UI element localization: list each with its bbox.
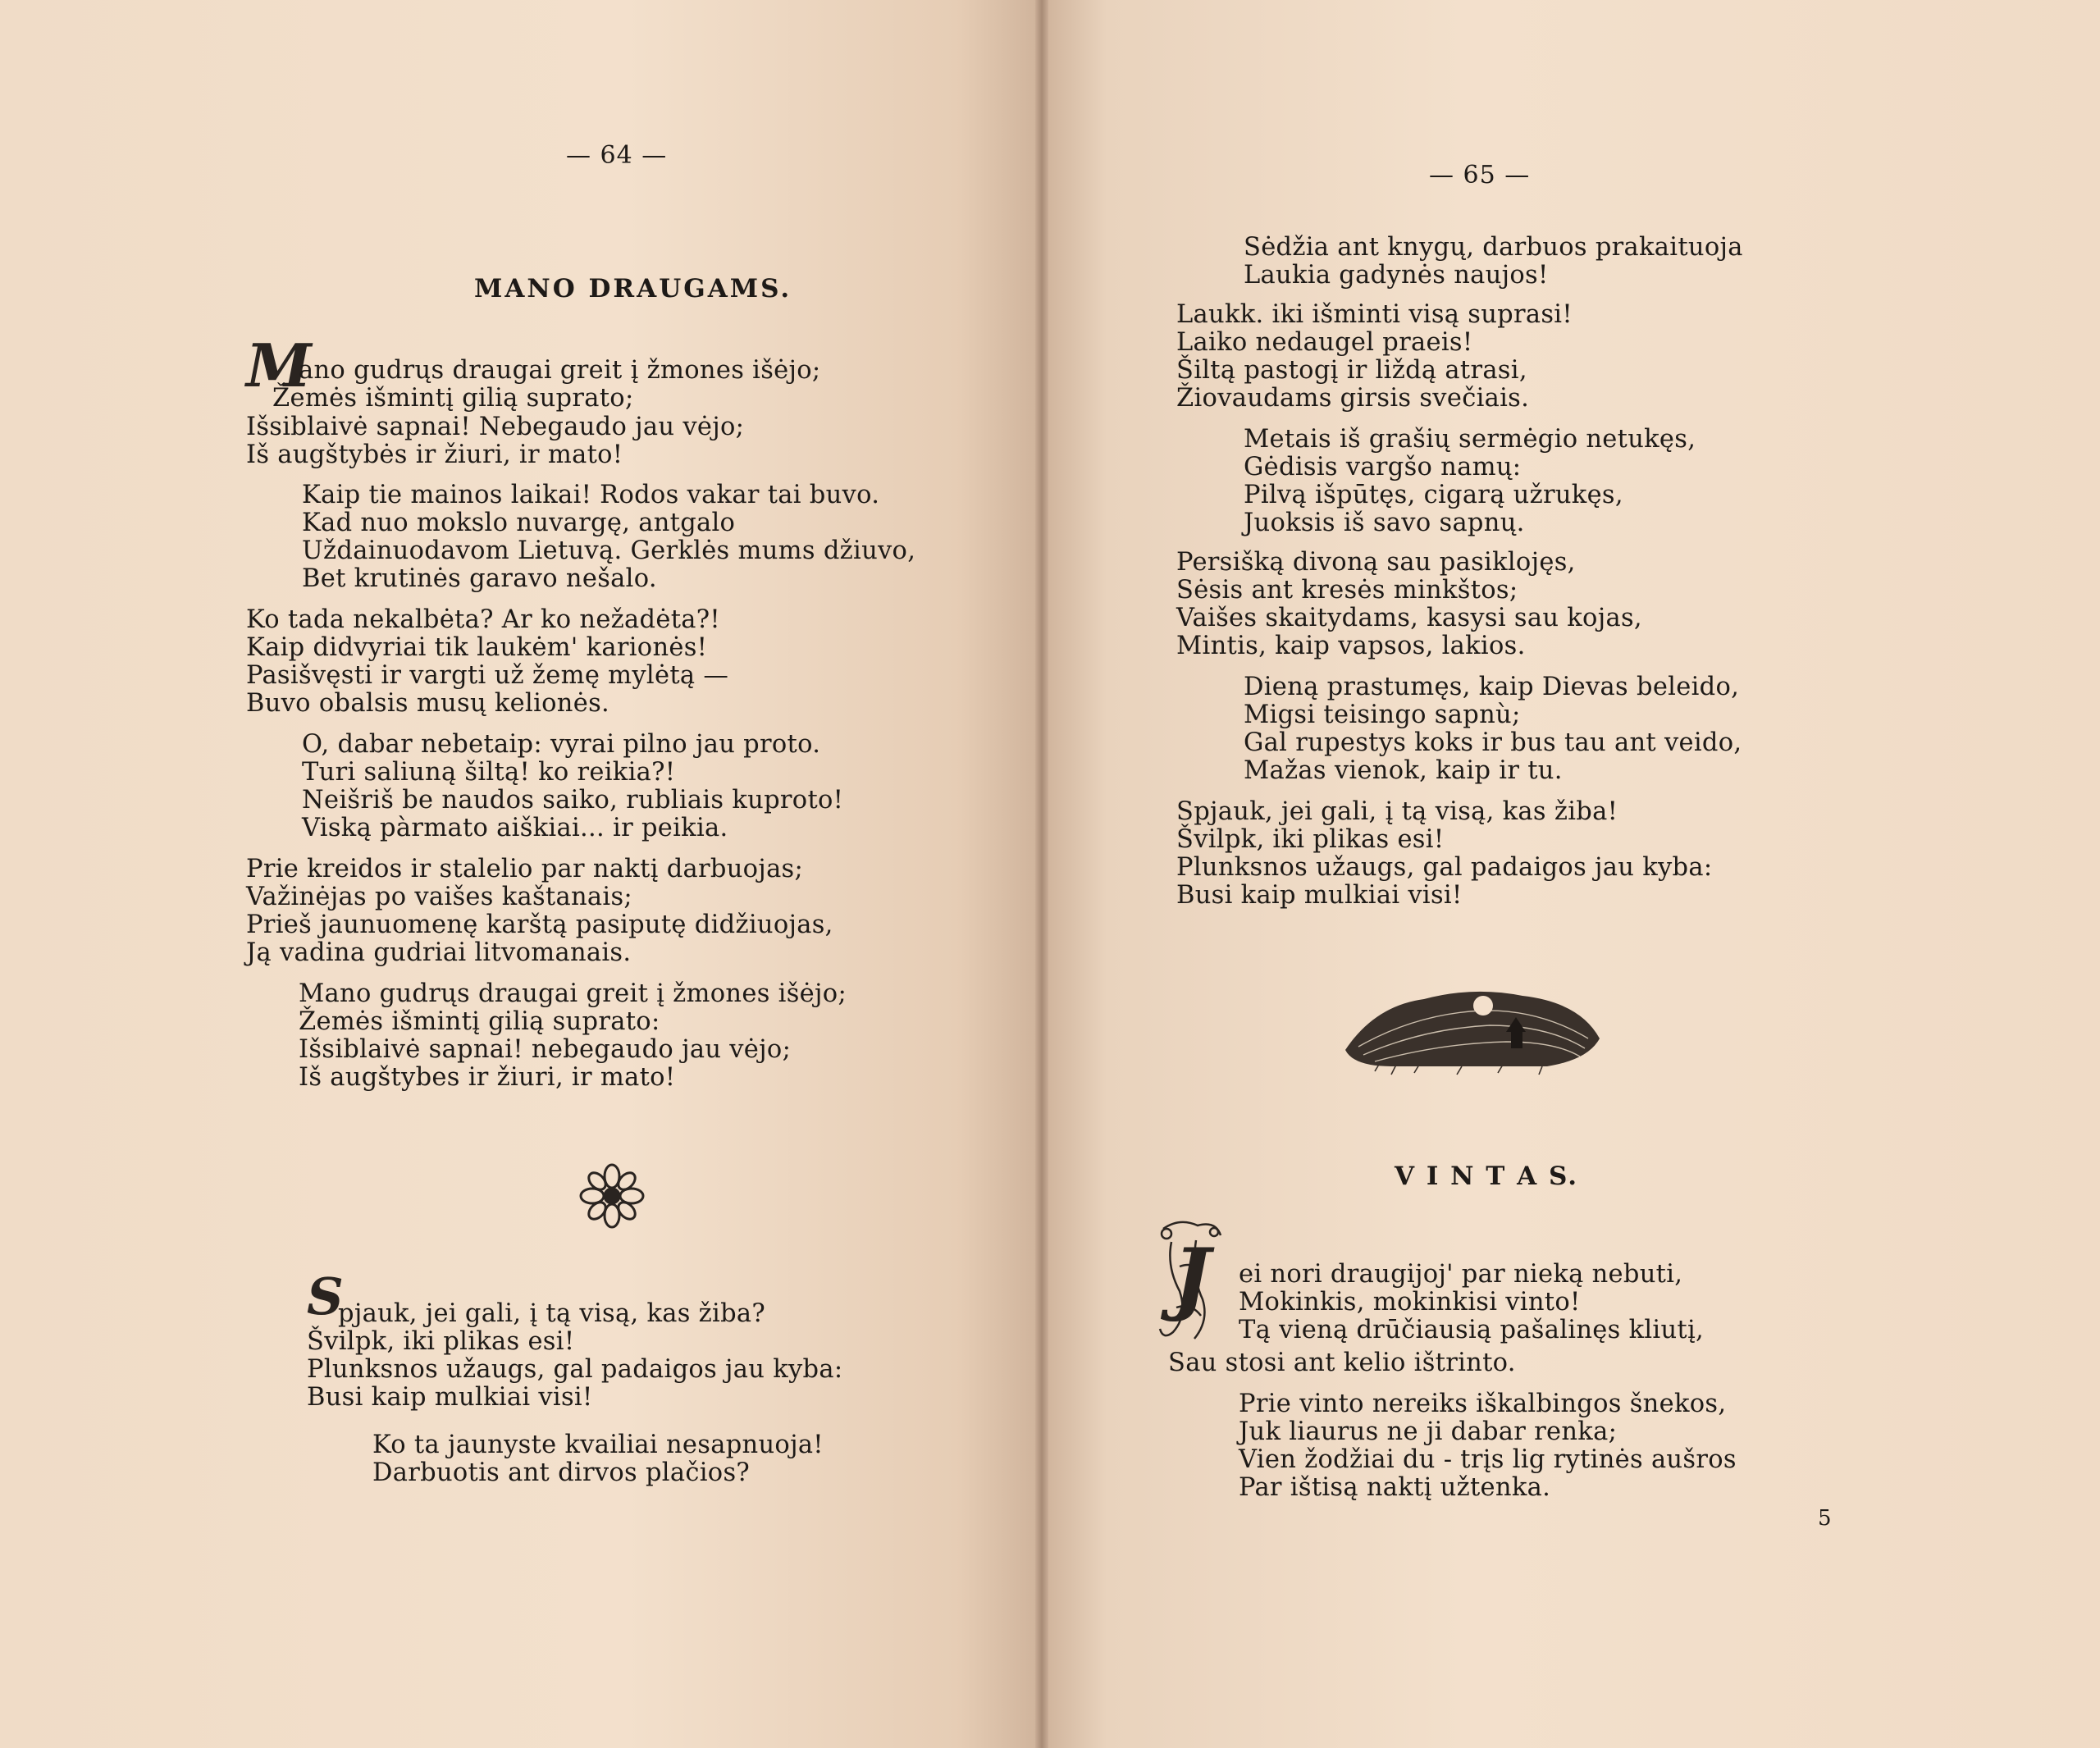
poem-line: Sėsis ant kresės minkštos; [1176,576,1518,605]
poem-line: Žemės išmintį gilią suprato; [272,384,634,413]
poem-line: Juoksis iš savo sapnų. [1244,509,1525,537]
poem-line: Mokinkis, mokinkisi vinto! [1239,1288,1581,1317]
poem-line: Vien žodžiai du - trįs lig rytinės aušros [1239,1445,1737,1474]
poem-line: Švilpk, iki plikas esi! [1176,825,1445,854]
poem-line: Žiovaudams girsis svečiais. [1176,384,1530,413]
poem-line: Išsiblaivė sapnai! Nebegaudo jau vėjo; [246,413,745,441]
poem-line: Žemės išmintį gilią suprato: [299,1007,660,1036]
poem-line: Juk liaurus ne ji dabar renka; [1239,1417,1618,1446]
poem-line: Turi saliuną šiltą! ko reikia?! [302,758,676,787]
poem-line: Dieną prastumęs, kaip Dievas beleido, [1244,673,1740,701]
book-gutter [1035,0,1048,1748]
poem-line: Laukia gadynės naujos! [1244,261,1549,290]
flower-ornament-icon [579,1162,645,1230]
poem-line: Sėdžia ant knygų, darbuos prakaituoja [1244,233,1743,262]
left-page-number: — 64 — [566,141,668,170]
ornate-initial-j [1155,1217,1226,1345]
poem-line: Mažas vienok, kaip ir tu. [1244,756,1563,785]
poem-line: Pasišvęsti ir vargti už žemę mylėtą — [246,661,729,690]
right-page-title: V I N T A S. [1395,1162,1579,1191]
poem-line: Sau stosi ant kelio ištrinto. [1168,1349,1516,1377]
poem-line: Uždainuodavom Lietuvą. Gerklės mums džiuvo, [302,536,916,565]
poem-line: Plunksnos užaugs, gal padaigos jau kyba: [307,1355,843,1384]
poem-line: Pilvą išpūtęs, cigarą užrukęs, [1244,481,1623,509]
poem-line: Plunksnos užaugs, gal padaigos jau kyba: [1176,853,1713,882]
poem-line: Švilpk, iki plikas esi! [307,1327,575,1356]
poem-line: Kaip didvyriai tik laukėm' karionės! [246,633,708,662]
dropcap-m: M [246,331,312,400]
poem-line: Iš augštybes ir žiuri, ir mato! [299,1063,676,1092]
poem-line: Darbuotis ant dirvos plačios? [372,1458,751,1487]
poem-line: Gėdisis vargšo namų: [1244,453,1522,481]
poem-line: Buvo obalsis musų kelionės. [246,689,610,718]
poem-line: Mano gudrųs draugai greit į žmones išėjo; [299,979,847,1008]
poem-line: ei nori draugijoj' par nieką nebuti, [1239,1260,1683,1289]
poem-line: Išsiblaivė sapnai! nebegaudo jau vėjo; [299,1035,792,1064]
poem-line: Prieš jaunuomenę karštą pasiputę didžiuojas, [246,911,833,939]
poem-line: Laiko nedaugel praeis! [1176,328,1473,357]
poem-line: Persišką divoną sau pasiklojęs, [1176,548,1576,577]
left-page-title: MANO DRAUGAMS. [474,274,792,304]
poem-line: Migsi teisingo sapnù; [1244,701,1521,729]
poem-line: Mintis, kaip vapsos, lakios. [1176,632,1526,660]
poem-line: Neišriš be naudos saiko, rubliais kuproto! [302,786,844,815]
poem-line: Ją vadina gudriai litvomanais. [246,938,632,967]
poem-line: Par ištisą naktį užtenka. [1239,1473,1551,1502]
dropcap-j: J [1173,1231,1211,1324]
right-page-number: — 65 — [1429,161,1531,189]
poem-line: ano gudrųs draugai greit į žmones išėjo; [299,356,821,385]
poem-line: Busi kaip mulkiai visi! [1176,881,1463,910]
poem-line: pjauk, jei gali, į tą visą, kas žiba? [338,1299,766,1328]
poem-line: Ko ta jaunyste kvailiai nesapnuoja! [372,1431,824,1459]
poem-line: Viską pàrmato aiškiai... ir peikia. [302,814,728,842]
poem-line: Prie vinto nereiks iškalbingos šnekos, [1239,1390,1727,1418]
signature-mark: 5 [1818,1506,1832,1531]
poem-line: O, dabar nebetaip: vyrai pilno jau proto. [302,730,821,759]
poem-line: Tą vieną drūčiausią pašalinęs kliutį, [1239,1316,1705,1344]
dropcap-s: S [307,1267,344,1326]
poem-line: Busi kaip mulkiai visi! [307,1383,593,1412]
poem-line: Spjauk, jei gali, į tą visą, kas žiba! [1176,797,1618,826]
poem-line: Laukk. iki išminti visą suprasi! [1176,300,1573,329]
poem-line: Gal rupestys koks ir bus tau ant veido, [1244,728,1742,757]
poem-line: Ko tada nekalbėta? Ar ko nežadėta?! [246,605,720,634]
landscape-vignette-icon [1342,981,1603,1081]
poem-line: Bet krutinės garavo nešalo. [302,564,657,593]
poem-line: Prie kreidos ir stalelio par naktį darbuojas; [246,855,804,883]
poem-line: Iš augštybės ir žiuri, ir mato! [246,440,623,469]
poem-line: Metais iš grašių sermėgio netukęs, [1244,425,1696,454]
poem-line: Vaišes skaitydams, kasysi sau kojas, [1176,604,1642,632]
poem-line: Kaip tie mainos laikai! Rodos vakar tai buvo. [302,481,880,509]
poem-line: Važinėjas po vaišes kaštanais; [246,883,632,911]
poem-line: Kad nuo mokslo nuvargę, antgalo [302,509,736,537]
poem-line: Šiltą pastogį ir liždą atrasi, [1176,356,1527,385]
